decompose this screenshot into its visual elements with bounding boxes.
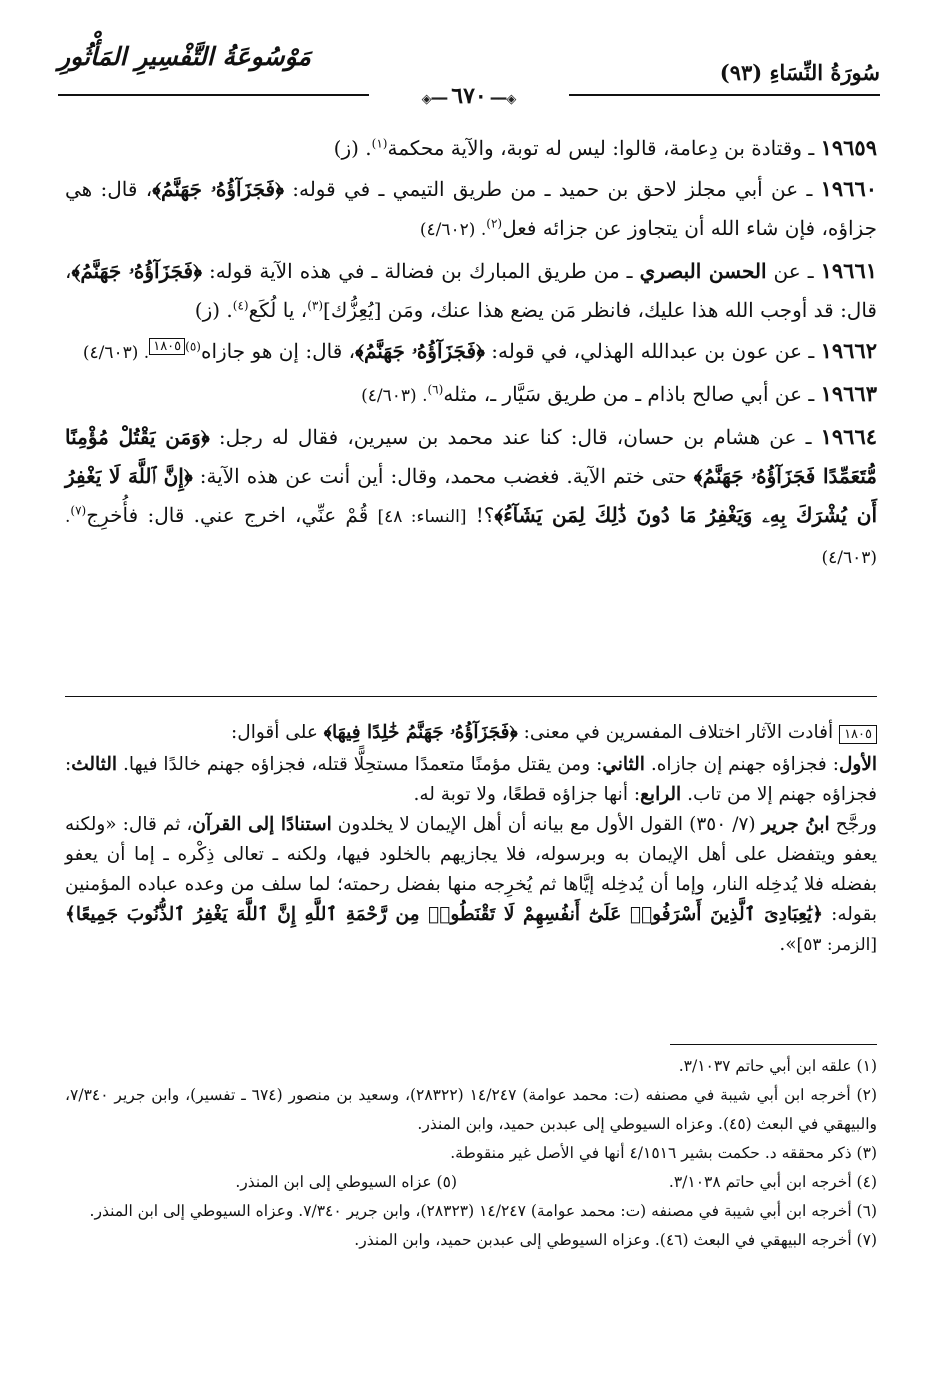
entry-tail: . (ز) bbox=[333, 136, 372, 160]
page-number-box bbox=[369, 82, 569, 110]
commentary-text: على أقوال: bbox=[231, 722, 324, 743]
verse-ref: [الزمر: ٥٣] bbox=[796, 935, 877, 955]
commentary-text: (٧/ ٣٥٠) القول الأول مع بيانه أن أهل الإيمان لا يخلدون bbox=[331, 814, 762, 835]
opinion-text: : فجزاؤه جهنم إن جازاه. bbox=[644, 754, 839, 775]
commentary-text: ، ثم قال: «ولكنه يعفو ويتفضل على أهل الإيمان به وبرسوله، فلا يجازيهم بالخلود فيها، ولكنه ـ تعالى ذِكْره ـ إما أن يعفو بفضله فلا يُدخِله النار، وإما أن يُدخِله إيَّاها ثم يُخرِجه منها بفضل رحمته؛ لما سلف من وعده عباده المؤمنين بقوله: bbox=[65, 814, 877, 925]
main-text bbox=[65, 128, 877, 579]
entry-text: ـ عن أبي مجلز لاحق بن حميد ـ من طريق التيمي ـ في قوله: bbox=[283, 177, 821, 201]
entry-number: ١٩٦٦٣ bbox=[820, 381, 877, 406]
page-header bbox=[58, 36, 880, 109]
commentary-text: ». bbox=[779, 934, 797, 955]
footnotes bbox=[65, 1052, 877, 1255]
scholar-name: ابنُ جرير bbox=[761, 814, 830, 835]
footnote-2: (٢) أخرجه ابن أبي شيبة في مصنفه (ت: محمد عوامة) ١٤/٢٤٧ (٢٨٣٢٢)، وسعيد بن منصور (٦٧٤ ـ تفسير)، وابن جرير ٧/٣٤٠، والبيهقي في البعث (٤٥). وعزاه السيوطي إلى عبدبن حميد، وابن المنذر. bbox=[65, 1086, 877, 1133]
verse-ref: [النساء: ٤٨] bbox=[377, 507, 467, 527]
surah-title: سُورَةُ النِّسَاءِ (٩٣) bbox=[719, 60, 880, 85]
entry-text: ، يا لُكَع bbox=[248, 298, 308, 322]
quran-verse: ﴿يَٰعِبَادِىَ ٱلَّذِينَ أَسْرَفُوا۟ عَلَىٰٓ أَنفُسِهِمْ لَا تَقْنَطُوا۟ مِن رَّحْمَةِ ٱللَّهِ إِنَّ ٱللَّهَ يَغْفِرُ ٱلذُّنُوبَ جَمِيعًا﴾ bbox=[65, 904, 824, 925]
narrator-name: الحسن البصري bbox=[639, 259, 767, 283]
emphasis-text: استنادًا إلى القرآن bbox=[192, 814, 332, 835]
athar-entry bbox=[65, 251, 877, 330]
opinion-label: الرابع bbox=[640, 784, 682, 805]
opinion-text: : ومن يقتل مؤمنًا متعمدًا مستحِلًّا قتله، فجزاؤه جهنم خالدًا فيها. bbox=[117, 754, 603, 775]
commentary-intro bbox=[65, 718, 877, 750]
quran-verse: ﴿فَجَزَآؤُهُۥ جَهَنَّمُ﴾ bbox=[355, 339, 485, 363]
footnote-6: (٦) أخرجه ابن أبي شيبة في مصنفه (ت: محمد عوامة) ١٤/٢٤٧ (٢٨٣٢٣)، وابن جرير ٧/٣٤٠. وعزاه السيوطي إلى ابن المنذر. bbox=[89, 1202, 877, 1220]
opinion-label: الثاني bbox=[602, 754, 645, 775]
entry-number: ١٩٦٦٤ bbox=[820, 424, 878, 449]
entry-text: ـ عن هشام بن حسان، قال: كنا عند محمد بن سيرين، فقال له رجل: bbox=[209, 425, 821, 449]
athar-entry bbox=[65, 331, 877, 373]
ornament-icon: ◈━━ bbox=[490, 92, 517, 107]
entry-text: ؟! bbox=[466, 503, 495, 527]
footnote-ref[interactable]: (٤) bbox=[232, 298, 249, 313]
footnote-ref[interactable]: (٢) bbox=[486, 216, 503, 231]
entry-text: ـ عن bbox=[766, 259, 821, 283]
entry-text: ، قال: قد أوجب الله هذا عليك، فانظر مَن يضع هذا عنك، ومَن [يُعِزُّك] bbox=[65, 259, 877, 322]
volume-ref: . (٤/٦٠٣) bbox=[82, 343, 150, 363]
entry-text: ـ من طريق المبارك بن فضالة ـ في هذه الآية قوله: bbox=[201, 259, 640, 283]
footnote-7: (٧) أخرجه البيهقي في البعث (٤٦). وعزاه السيوطي إلى عبدبن حميد، وابن المنذر. bbox=[354, 1231, 877, 1249]
quran-verse: ﴿وَمَن يَقْتُلْ مُؤْمِنًا مُّتَعَمِّدًا فَجَزَآؤُهُۥ جَهَنَّمُ﴾ bbox=[65, 425, 877, 488]
entry-text: ـ عن أبي صالح باذام ـ من طريق سَيَّار ـ، مثله bbox=[443, 382, 821, 406]
entry-number: ١٩٦٦٢ bbox=[820, 338, 877, 363]
commentary-tarjih bbox=[65, 810, 877, 960]
quran-verse: ﴿فَجَزَآؤُهُۥ جَهَنَّمُ﴾ bbox=[71, 259, 202, 283]
quran-verse: ﴿فَجَزَآؤُهُۥ جَهَنَّمُ خَٰلِدًا فِيهَا﴾ bbox=[323, 722, 518, 743]
opinion-text: : فجزاؤه جهنم إلا من تاب. bbox=[65, 754, 877, 805]
athar-entry bbox=[65, 374, 877, 416]
footnote-row bbox=[65, 1168, 877, 1197]
footnote-5: (٥) عزاه السيوطي إلى ابن المنذر. bbox=[235, 1173, 457, 1191]
entry-text: ، قال: إن هو جازاه bbox=[200, 339, 356, 363]
opinion-text: : أنها جزاؤه قطعًا، ولا توبة له. bbox=[413, 784, 641, 805]
footnote-ref[interactable]: (٥) bbox=[185, 339, 201, 354]
book-title: مَوْسُوعَةُ التَّفْسِيرِ المَأْثُورِ bbox=[58, 42, 311, 71]
athar-entry bbox=[65, 169, 877, 250]
entry-text: قُمْ عنِّي، اخرج عني. قال: فأُخرِج bbox=[86, 503, 378, 527]
entry-number: ١٩٦٦٠ bbox=[820, 176, 878, 201]
footnote-ref[interactable]: (٧) bbox=[70, 503, 87, 518]
commentary-text: أفادت الآثار اختلاف المفسرين في معنى: bbox=[517, 722, 840, 743]
opinion-label: الأول bbox=[838, 754, 878, 775]
entry-number: ١٩٦٥٩ bbox=[820, 135, 877, 160]
footnote-ref[interactable]: (١) bbox=[371, 136, 388, 151]
footnote-3: (٣) ذكر محققه د. حكمت بشير ٤/١٥١٦ أنها في الأصل غير منقوطة. bbox=[450, 1144, 877, 1162]
footnote-ref[interactable]: (٣) bbox=[307, 298, 324, 313]
footnote-1: (١) علقه ابن أبي حاتم ٣/١٠٣٧. bbox=[678, 1057, 877, 1075]
footnote-4: (٤) أخرجه ابن أبي حاتم ٣/١٠٣٨. bbox=[668, 1173, 877, 1191]
footnote-divider bbox=[670, 1044, 877, 1045]
commentary-text: ورجَّح bbox=[829, 814, 877, 835]
ornament-icon: ━━◈ bbox=[421, 92, 448, 107]
page-number: ٦٧٠ bbox=[451, 83, 487, 109]
entry-text: ، قال: هي جزاؤه، فإن شاء الله أن يتجاوز عن جزائه فعل bbox=[65, 177, 877, 240]
entry-text: ـ عن عون بن عبدالله الهذلي، في قوله: bbox=[484, 339, 821, 363]
volume-ref: . (٤/٦٠٢) bbox=[419, 220, 487, 240]
entry-number: ١٩٦٦١ bbox=[820, 258, 878, 283]
section-divider bbox=[65, 696, 877, 697]
entry-text: ـ وقتادة بن دِعامة، قالوا: ليس له توبة، والآية محكمة bbox=[387, 136, 821, 160]
commentary-number-box: ١٨٠٥ bbox=[839, 725, 877, 744]
athar-entry bbox=[65, 128, 877, 168]
commentary-ref-box[interactable]: ١٨٠٥ bbox=[149, 338, 185, 355]
commentary-block bbox=[65, 718, 877, 960]
footnote-ref[interactable]: (٦) bbox=[427, 382, 444, 397]
quran-verse: ﴿فَجَزَآؤُهُۥ جَهَنَّمُ﴾ bbox=[152, 177, 284, 201]
commentary-opinions bbox=[65, 750, 877, 810]
volume-ref: . (٤/٦٠٣) bbox=[361, 386, 428, 406]
opinion-label: الثالث bbox=[71, 754, 118, 775]
entry-tail: . (ز) bbox=[194, 298, 233, 322]
athar-entry bbox=[65, 417, 877, 578]
quran-verse: ﴿إِنَّ ٱللَّهَ لَا يَغْفِرُ أَن يُشْرَكَ بِهِۦ وَيَغْفِرُ مَا دُونَ ذَٰلِكَ لِمَن يَشَآءُ﴾ bbox=[65, 464, 877, 527]
entry-text: حتى ختم الآية. فغضب محمد، وقال: أين أنت عن هذه الآية: bbox=[192, 464, 694, 488]
volume-ref: . (٤/٦٠٣) bbox=[65, 507, 877, 568]
